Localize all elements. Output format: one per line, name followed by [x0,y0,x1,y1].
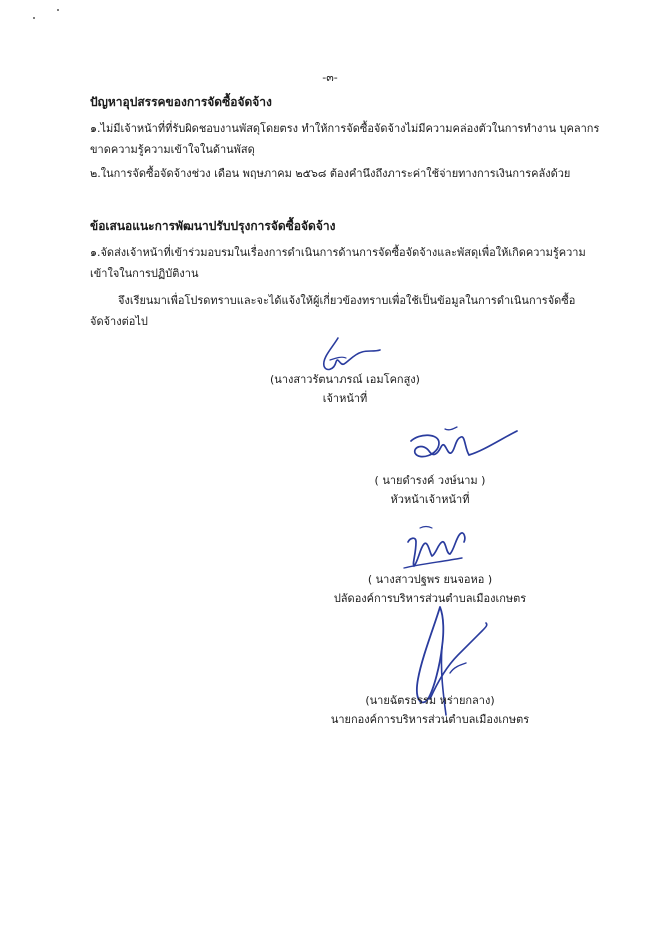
problem-item-2-line-1: ๒.ในการจัดซื้อจัดจ้างช่วง เดือน พฤษภาคม ๒๕๖๘ ต้องคำนึงถึงภาระค่าใช้จ่ายทางการเงินการคลังด้วย [90,167,571,180]
signature-3-image [400,520,480,574]
signatory-2-position: หัวหน้าเจ้าหน้าที่ [390,493,470,506]
signatory-4-name: (นายฉัตรธรรม หร่ายกลาง) [365,694,495,707]
problem-item-2 [90,163,590,184]
suggestion-item-1-line-2: เข้าใจในการปฏิบัติงาน [90,267,199,280]
signatory-2-name: ( นายดำรงค์ วงษ์นาม ) [374,474,486,487]
closing-line-2: จัดจ้างต่อไป [90,315,148,328]
signatory-1-position: เจ้าหน้าที่ [322,392,368,405]
signatory-3-name: ( นางสาวปฐพร ยนจอหอ ) [367,573,493,586]
scan-speck [57,9,59,11]
closing-paragraph [90,290,590,332]
closing-line-1: จึงเรียนมาเพื่อโปรดทราบและจะได้แจ้งให้ผู้เกี่ยวข้องทราบเพื่อใช้เป็นข้อมูลในการดำเนินการจัดซื้อ [118,294,576,307]
scan-speck [33,17,35,19]
signatory-1 [220,370,470,408]
signature-2-image [405,425,525,471]
signatory-1-name: (นางสาวรัตนาภรณ์ เอมโคกสูง) [270,373,420,386]
page-number: -๓- [322,71,338,84]
signatory-2 [330,471,530,509]
suggestions-heading: ข้อเสนอแนะการพัฒนาปรับปรุงการจัดซื้อจัดจ้าง [90,219,336,233]
problem-item-1-line-2: ขาดความรู้ความเข้าใจในด้านพัสดุ [90,143,255,156]
problem-item-1-line-1: ๑.ไม่มีเจ้าหน้าที่ที่รับผิดชอบงานพัสดุโดยตรง ทำให้การจัดซื้อจัดจ้างไม่มีความคล่องตัวในการทำงาน บุคลากร [90,122,600,135]
signatory-4-position: นายกองค์การบริหารส่วนตำบลเมืองเกษตร [330,713,530,726]
problems-heading: ปัญหาอุปสรรคของการจัดซื้อจัดจ้าง [90,95,272,109]
suggestion-item-1 [90,242,590,284]
problem-item-1 [90,118,600,160]
suggestion-item-1-line-1: ๑.จัดส่งเจ้าหน้าที่เข้าร่วมอบรมในเรื่องการดำเนินการด้านการจัดซื้อจัดจ้างและพัสดุเพื่อให้เกิดความรู้ความ [90,246,586,259]
signatory-4 [310,691,550,729]
signatory-3-position: ปลัดองค์การบริหารส่วนตำบลเมืองเกษตร [333,592,527,605]
